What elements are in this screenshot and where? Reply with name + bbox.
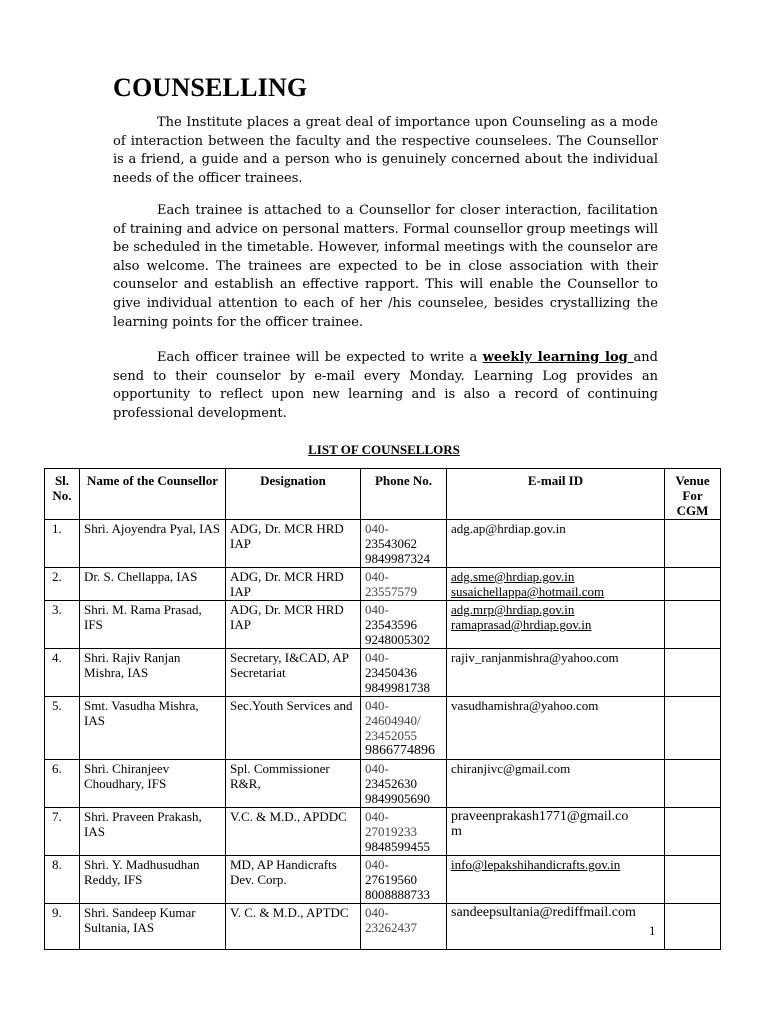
phone-line: 040- bbox=[365, 809, 389, 824]
cell-venue bbox=[665, 808, 721, 856]
phone-line: 040- bbox=[365, 650, 389, 665]
phone-line: 9848599455 bbox=[365, 839, 430, 854]
cell-name: Shri. M. Rama Prasad, IFS bbox=[80, 601, 226, 649]
cell-name: Shri. Sandeep Kumar Sultania, IAS bbox=[80, 904, 226, 950]
cell-email bbox=[447, 601, 665, 649]
email-link[interactable]: adg.mrp@hrdiap.gov.in bbox=[451, 602, 575, 617]
header-designation: Designation bbox=[226, 469, 361, 520]
header-sl-no: Sl. No. bbox=[45, 469, 80, 520]
cell-sl-no: 6. bbox=[45, 760, 80, 808]
paragraph-learning-log-after: and send to their counselor by e-mail every Monday. Learning Log provides an opportunity to reflect upon new learning and is also a record of continuing professional development. bbox=[113, 350, 658, 421]
phone-line: 040- bbox=[365, 857, 389, 872]
cell-email bbox=[447, 904, 665, 950]
table-row bbox=[45, 856, 721, 904]
cell-name: Shri. Praveen Prakash, IAS bbox=[80, 808, 226, 856]
cell-sl-no: 2. bbox=[45, 568, 80, 601]
paragraph-trainee-attachment bbox=[113, 202, 658, 332]
cell-name: Shri. Chiranjeev Choudhary, IFS bbox=[80, 760, 226, 808]
cell-phone bbox=[361, 601, 447, 649]
email-link[interactable]: adg.ap@hrdiap.gov.in bbox=[451, 521, 566, 536]
phone-line: 040- bbox=[365, 761, 389, 776]
header-phone: Phone No. bbox=[361, 469, 447, 520]
email-link[interactable]: vasudhamishra@yahoo.com bbox=[451, 698, 599, 713]
phone-line: 040- bbox=[365, 602, 389, 617]
table-row bbox=[45, 649, 721, 697]
cell-email bbox=[447, 697, 665, 760]
table-header-row bbox=[45, 469, 721, 520]
cell-phone bbox=[361, 568, 447, 601]
cell-venue bbox=[665, 520, 721, 568]
cell-venue bbox=[665, 601, 721, 649]
phone-line: 27619560 bbox=[365, 872, 417, 887]
email-link[interactable]: info@lepakshihandicrafts.gov.in bbox=[451, 857, 621, 872]
paragraph-intro bbox=[113, 114, 658, 188]
cell-sl-no: 8. bbox=[45, 856, 80, 904]
paragraph-trainee-attachment-text: Each trainee is attached to a Counsellor for closer interaction, facilitation of training and advice on personal matters. Formal counsellor group meetings will be scheduled in the timetable. However, informal meetings with the counselor are also welcome. The trainees are expected to be in close association with their counselor and establish an effective rapport. This will enable the Counsellor to give individual attention to each of her /his counselee, besides crystallizing the learning points for the officer trainee. bbox=[113, 203, 658, 330]
phone-line: 040- bbox=[365, 905, 389, 920]
cell-email bbox=[447, 520, 665, 568]
cell-venue bbox=[665, 904, 721, 950]
phone-line: 9248005302 bbox=[365, 632, 430, 647]
cell-phone bbox=[361, 649, 447, 697]
phone-line: 24604940/ bbox=[365, 713, 421, 728]
cell-designation: ADG, Dr. MCR HRD IAP bbox=[226, 601, 361, 649]
paragraph-learning-log-before: Each officer trainee will be expected to write a bbox=[157, 350, 483, 365]
phone-line: 23543062 bbox=[365, 536, 417, 551]
page-number: 1 bbox=[649, 923, 656, 938]
cell-phone bbox=[361, 760, 447, 808]
cell-designation: Spl. Commissioner R&R, bbox=[226, 760, 361, 808]
cell-name: Shri. Rajiv Ranjan Mishra, IAS bbox=[80, 649, 226, 697]
cell-designation: V.C. & M.D., APDDC bbox=[226, 808, 361, 856]
paragraph-learning-log bbox=[113, 349, 658, 423]
cell-phone bbox=[361, 697, 447, 760]
phone-line: 040- bbox=[365, 521, 389, 536]
header-venue: Venue For CGM bbox=[665, 469, 721, 520]
cell-name: Dr. S. Chellappa, IAS bbox=[80, 568, 226, 601]
cell-venue bbox=[665, 760, 721, 808]
cell-phone bbox=[361, 904, 447, 950]
phone-line: 23543596 bbox=[365, 617, 417, 632]
table-row bbox=[45, 568, 721, 601]
table-row bbox=[45, 697, 721, 760]
cell-designation: ADG, Dr. MCR HRD IAP bbox=[226, 520, 361, 568]
email-link[interactable]: praveenprakash1771@gmail.co bbox=[451, 809, 629, 824]
cell-designation: V. C. & M.D., APTDC bbox=[226, 904, 361, 950]
table-row bbox=[45, 904, 721, 950]
paragraph-intro-text: The Institute places a great deal of importance upon Counseling as a mode of interaction between the faculty and the respective counselees. The Counsellor is a friend, a guide and a person who is genuinely concerned about the individual needs of the officer trainees. bbox=[113, 115, 658, 186]
phone-line: 040- bbox=[365, 569, 389, 584]
cell-email bbox=[447, 568, 665, 601]
phone-line: 8008888733 bbox=[365, 887, 430, 902]
cell-email bbox=[447, 808, 665, 856]
email-link[interactable]: adg.sme@hrdiap.gov.in bbox=[451, 569, 575, 584]
email-link[interactable]: ramaprasad@hrdiap.gov.in bbox=[451, 617, 592, 632]
cell-email bbox=[447, 856, 665, 904]
cell-email bbox=[447, 649, 665, 697]
email-link[interactable]: m bbox=[451, 824, 462, 839]
email-link[interactable]: chiranjivc@gmail.com bbox=[451, 761, 571, 776]
cell-designation: ADG, Dr. MCR HRD IAP bbox=[226, 568, 361, 601]
header-email: E-mail ID bbox=[447, 469, 665, 520]
cell-email bbox=[447, 760, 665, 808]
counsellors-table bbox=[44, 468, 721, 950]
phone-line: 23450436 bbox=[365, 665, 417, 680]
weekly-learning-log-highlight: weekly learning log bbox=[482, 350, 634, 365]
table-row bbox=[45, 808, 721, 856]
cell-name: Shri. Y. Madhusudhan Reddy, IFS bbox=[80, 856, 226, 904]
phone-line: 23452055 bbox=[365, 728, 417, 743]
phone-line: 23557579 bbox=[365, 584, 417, 599]
phone-line: 9849905690 bbox=[365, 791, 430, 806]
email-link[interactable]: susaichellappa@hotmail.com bbox=[451, 584, 605, 599]
cell-phone bbox=[361, 856, 447, 904]
phone-line: 27019233 bbox=[365, 824, 417, 839]
cell-designation: Secretary, I&CAD, AP Secretariat bbox=[226, 649, 361, 697]
cell-phone bbox=[361, 520, 447, 568]
cell-name: Smt. Vasudha Mishra, IAS bbox=[80, 697, 226, 760]
phone-line: 9849987324 bbox=[365, 551, 430, 566]
cell-venue bbox=[665, 649, 721, 697]
cell-sl-no: 4. bbox=[45, 649, 80, 697]
cell-sl-no: 7. bbox=[45, 808, 80, 856]
table-row bbox=[45, 520, 721, 568]
cell-designation: Sec.Youth Services and bbox=[226, 697, 361, 760]
cell-venue bbox=[665, 568, 721, 601]
phone-line: 9849981738 bbox=[365, 680, 430, 695]
header-name: Name of the Counsellor bbox=[80, 469, 226, 520]
cell-venue bbox=[665, 697, 721, 760]
cell-designation: MD, AP Handicrafts Dev. Corp. bbox=[226, 856, 361, 904]
cell-phone bbox=[361, 808, 447, 856]
email-link[interactable]: rajiv_ranjanmishra@yahoo.com bbox=[451, 650, 619, 665]
table-row bbox=[45, 760, 721, 808]
page-title: COUNSELLING bbox=[113, 73, 308, 102]
cell-sl-no: 3. bbox=[45, 601, 80, 649]
table-row bbox=[45, 601, 721, 649]
cell-sl-no: 9. bbox=[45, 904, 80, 950]
phone-line: 040- bbox=[365, 698, 389, 713]
cell-venue bbox=[665, 856, 721, 904]
phone-line: 9866774896 bbox=[365, 743, 435, 758]
phone-line: 23262437 bbox=[365, 920, 417, 935]
cell-sl-no: 1. bbox=[45, 520, 80, 568]
cell-name: Shri. Ajoyendra Pyal, IAS bbox=[80, 520, 226, 568]
cell-sl-no: 5. bbox=[45, 697, 80, 760]
phone-line: 23452630 bbox=[365, 776, 417, 791]
email-link[interactable]: sandeepsultania@rediffmail.com bbox=[451, 905, 636, 920]
list-of-counsellors-heading: LIST OF COUNSELLORS bbox=[308, 442, 460, 457]
